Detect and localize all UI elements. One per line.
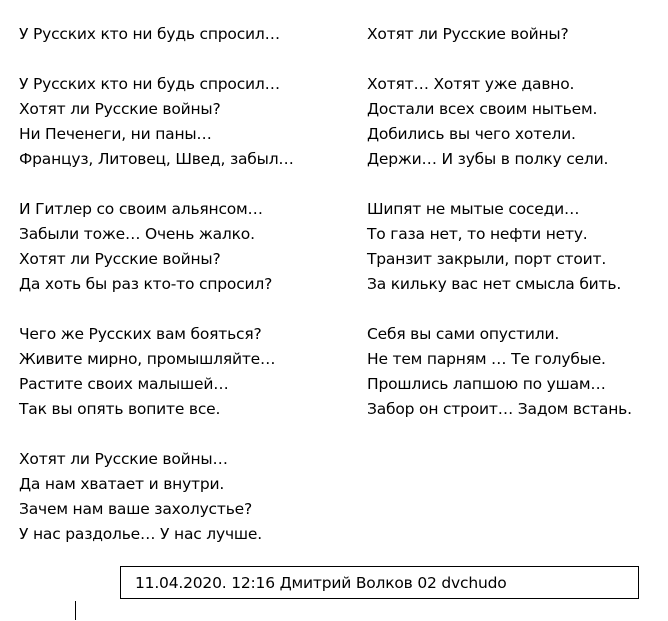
- poem-line: Растите своих малышей…: [19, 375, 229, 393]
- stanza-gap: [19, 172, 349, 197]
- stanza-gap: [367, 47, 667, 72]
- stanza-gap: [19, 47, 349, 72]
- poem-line: Забор он строит… Задом встань.: [367, 400, 632, 418]
- stanza-gap: [19, 422, 349, 447]
- poem-line: Так вы опять вопите все.: [19, 400, 221, 418]
- poem-line: Добились вы чего хотели.: [367, 125, 576, 143]
- text-cursor[interactable]: [75, 601, 76, 620]
- right-poem-column: [367, 22, 667, 422]
- poem-line: Транзит закрыли, порт стоит.: [367, 250, 607, 268]
- poem-line: И Гитлер со своим альянсом…: [19, 200, 263, 218]
- poem-line: Не тем парням … Те голубые.: [367, 350, 606, 368]
- poem-line: Зачем нам ваше захолустье?: [19, 500, 253, 518]
- stanza-gap: [19, 297, 349, 322]
- poem-line: Держи… И зубы в полку сели.: [367, 150, 609, 168]
- poem-line: За кильку вас нет смысла бить.: [367, 275, 622, 293]
- poem-line: У нас раздолье… У нас лучше.: [19, 525, 262, 543]
- poem-line: Шипят не мытые соседи…: [367, 200, 580, 218]
- poem-line: Достали всех своим нытьем.: [367, 100, 598, 118]
- left-poem-title: У Русских кто ни будь спросил…: [19, 25, 280, 43]
- poem-line: Хотят ли Русские войны…: [19, 450, 228, 468]
- poem-line: Да нам хватает и внутри.: [19, 475, 225, 493]
- stanza-gap: [367, 297, 667, 322]
- poem-line: Да хоть бы раз кто-то спросил?: [19, 275, 273, 293]
- poem-line: Хотят ли Русские войны?: [19, 100, 221, 118]
- poem-line: Француз, Литовец, Швед, забыл…: [19, 150, 294, 168]
- poem-line: Чего же Русских вам бояться?: [19, 325, 262, 343]
- stanza-gap: [367, 172, 667, 197]
- right-poem-title: Хотят ли Русские войны?: [367, 25, 569, 43]
- left-poem-column: [19, 22, 349, 547]
- poem-line: Себя вы сами опустили.: [367, 325, 560, 343]
- poem-line: Забыли тоже… Очень жалко.: [19, 225, 255, 243]
- poem-line: Живите мирно, промышляйте…: [19, 350, 276, 368]
- signature-text: 11.04.2020. 12:16 Дмитрий Волков 02 dvchudo: [135, 574, 507, 592]
- poem-line: Прошлись лапшою по ушам…: [367, 375, 606, 393]
- poem-line: То газа нет, то нефти нету.: [367, 225, 588, 243]
- poem-line: У Русских кто ни будь спросил…: [19, 75, 280, 93]
- signature-box: [120, 566, 639, 599]
- poem-line: Хотят ли Русские войны?: [19, 250, 221, 268]
- poem-line: Хотят… Хотят уже давно.: [367, 75, 575, 93]
- poem-line: Ни Печенеги, ни паны…: [19, 125, 212, 143]
